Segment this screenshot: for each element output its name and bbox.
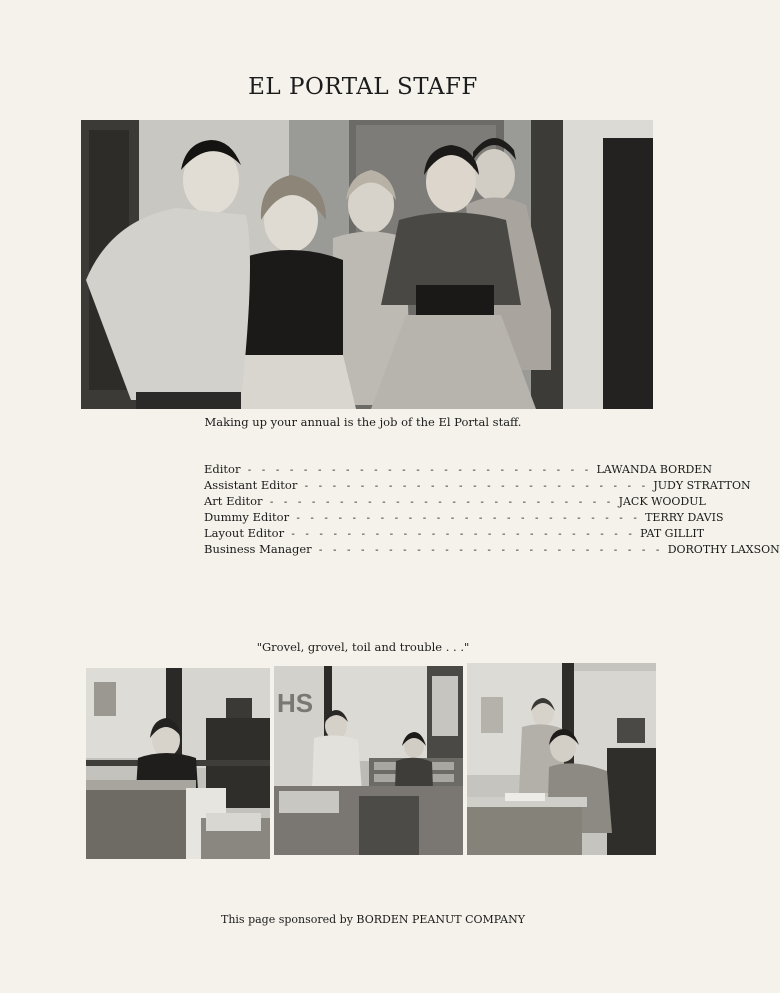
- staff-list: [204, 462, 780, 558]
- office-photo-right: [467, 663, 656, 855]
- staff-name: JUDY STRATTON: [653, 479, 751, 492]
- leader-dots: - - - - - - - - - - - - - - - - - - - - - - - - -: [317, 545, 662, 556]
- staff-row-business-manager: [204, 542, 780, 558]
- staff-row-editor: [204, 462, 712, 478]
- staff-row-assistant-editor: [204, 478, 751, 494]
- staff-row-dummy-editor: [204, 510, 724, 526]
- leader-dots: - - - - - - - - - - - - - - - - - - - - - - - - -: [295, 513, 640, 524]
- leader-dots: - - - - - - - - - - - - - - - - - - - - - - - - -: [246, 465, 591, 476]
- leader-dots: - - - - - - - - - - - - - - - - - - - - - - - - -: [303, 481, 648, 492]
- photo-quote: "Grovel, grovel, toil and trouble . . .": [256, 640, 470, 654]
- staff-name: PAT GILLIT: [640, 527, 705, 540]
- staff-role: Art Editor: [204, 494, 263, 508]
- photo-caption: Making up your annual is the job of the El Portal staff.: [204, 415, 522, 429]
- staff-name: JACK WOODUL: [618, 495, 706, 508]
- staff-row-art-editor: [204, 494, 706, 510]
- staff-name: LAWANDA BORDEN: [596, 463, 712, 476]
- staff-role: Layout Editor: [204, 526, 285, 540]
- staff-name: DOROTHY LAXSON: [667, 543, 780, 556]
- leader-dots: - - - - - - - - - - - - - - - - - - - - - - - - -: [268, 497, 613, 508]
- page-title: EL PORTAL STAFF: [248, 74, 478, 100]
- staff-row-layout-editor: [204, 526, 705, 542]
- staff-role: Editor: [204, 462, 241, 476]
- staff-role: Assistant Editor: [204, 478, 298, 492]
- wall-letters: HS: [277, 688, 314, 718]
- leader-dots: - - - - - - - - - - - - - - - - - - - - - - - - -: [290, 529, 635, 540]
- staff-role: Business Manager: [204, 542, 312, 556]
- staff-group-photo: [81, 120, 653, 409]
- office-photo-center: [274, 666, 463, 855]
- staff-name: TERRY DAVIS: [645, 511, 724, 524]
- office-photo-left: [86, 668, 270, 859]
- staff-role: Dummy Editor: [204, 510, 290, 524]
- sponsor-line: This page sponsored by BORDEN PEANUT COMPANY: [220, 913, 526, 926]
